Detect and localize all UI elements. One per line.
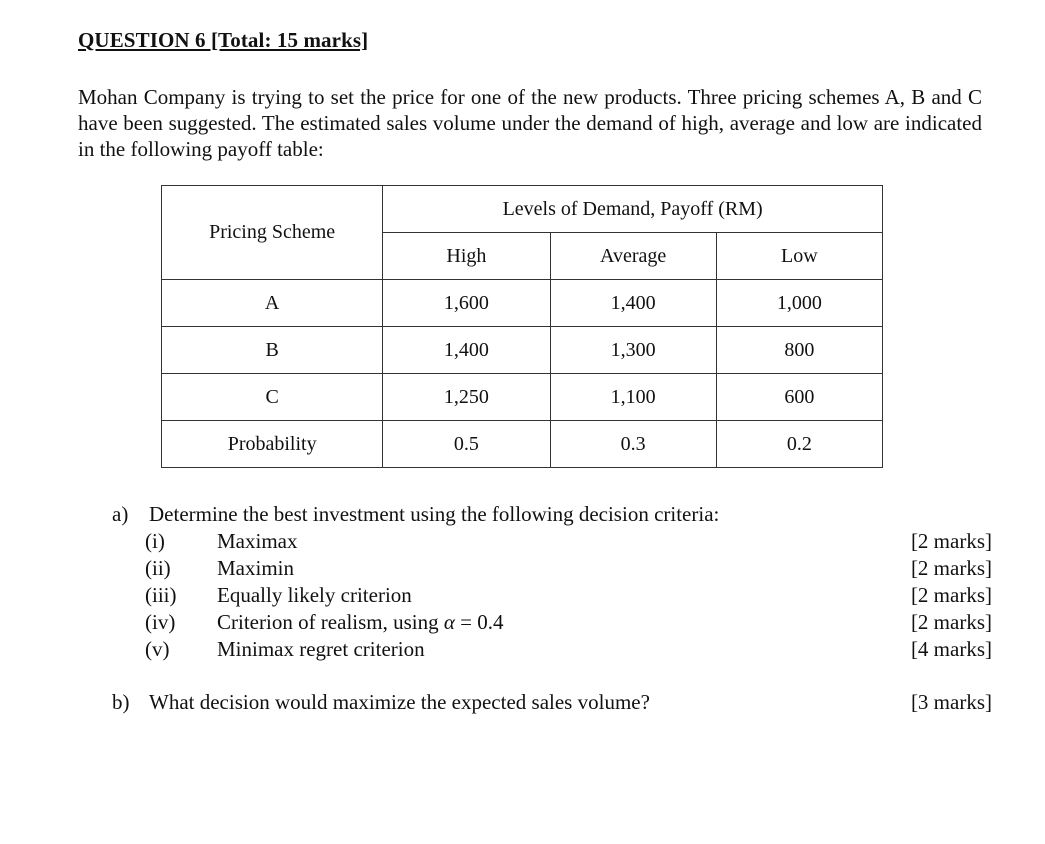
- row-label: C: [162, 374, 383, 421]
- item-number: (ii): [145, 556, 171, 580]
- table-row: [162, 374, 883, 421]
- list-item: [112, 636, 992, 663]
- item-text: [217, 609, 504, 636]
- part-a: [112, 501, 992, 663]
- table-cell: 0.5: [383, 421, 550, 468]
- list-item: [112, 582, 992, 609]
- part-a-label: a): [112, 502, 129, 526]
- table-row: [162, 280, 883, 327]
- table-cell: 800: [716, 327, 882, 374]
- column-header-high: High: [383, 233, 550, 280]
- alpha-symbol: α: [443, 610, 455, 634]
- table-cell: 0.2: [716, 421, 882, 468]
- list-item: [112, 609, 992, 636]
- table-cell: 1,000: [716, 280, 882, 327]
- question-intro: Mohan Company is trying to set the price for one of the new products. Three pricing schemes A, B and C have been suggested. The estimated sales volume under the demand of high, average and low are indicated in the following payoff table:: [78, 85, 982, 161]
- list-item: [112, 528, 992, 555]
- part-b-label: b): [112, 690, 130, 714]
- item-text: Maximax: [217, 529, 298, 553]
- item-text-prefix: Criterion of realism, using: [217, 610, 444, 634]
- table-header-row: [162, 186, 883, 233]
- item-text: Maximin: [217, 556, 294, 580]
- row-label: Probability: [162, 421, 383, 468]
- demand-levels-header: Levels of Demand, Payoff (RM): [383, 186, 883, 233]
- item-marks: [2 marks]: [910, 529, 992, 553]
- row-label: B: [162, 327, 383, 374]
- table-cell: 600: [716, 374, 882, 421]
- item-text: Minimax regret criterion: [217, 637, 425, 661]
- table-cell: 1,400: [383, 327, 550, 374]
- part-b: [112, 689, 992, 716]
- payoff-table: [161, 185, 883, 468]
- question-title: QUESTION 6 [Total: 15 marks]: [78, 28, 369, 52]
- item-number: (i): [145, 529, 165, 553]
- part-a-text: Determine the best investment using the following decision criteria:: [149, 502, 720, 526]
- part-b-prompt: [112, 689, 992, 716]
- item-marks: [2 marks]: [910, 583, 992, 607]
- part-b-marks: [3 marks]: [910, 690, 992, 714]
- table-row: [162, 327, 883, 374]
- item-marks: [2 marks]: [910, 556, 992, 580]
- table-cell: 0.3: [550, 421, 716, 468]
- row-label: A: [162, 280, 383, 327]
- table-cell: 1,250: [383, 374, 550, 421]
- table-row-probability: [162, 421, 883, 468]
- item-marks: [2 marks]: [910, 610, 992, 634]
- column-header-low: Low: [716, 233, 882, 280]
- item-text: Equally likely criterion: [217, 583, 412, 607]
- table-cell: 1,100: [550, 374, 716, 421]
- list-item: [112, 555, 992, 582]
- item-number: (v): [145, 637, 170, 661]
- table-cell: 1,300: [550, 327, 716, 374]
- table-cell: 1,600: [383, 280, 550, 327]
- pricing-scheme-header: Pricing Scheme: [162, 186, 383, 280]
- item-marks: [4 marks]: [910, 637, 992, 661]
- part-b-text: What decision would maximize the expected sales volume?: [149, 690, 650, 714]
- column-header-average: Average: [550, 233, 716, 280]
- part-a-prompt: [112, 501, 992, 528]
- item-number: (iv): [145, 610, 176, 634]
- table-cell: 1,400: [550, 280, 716, 327]
- item-number: (iii): [145, 583, 177, 607]
- item-text-suffix: = 0.4: [454, 610, 504, 634]
